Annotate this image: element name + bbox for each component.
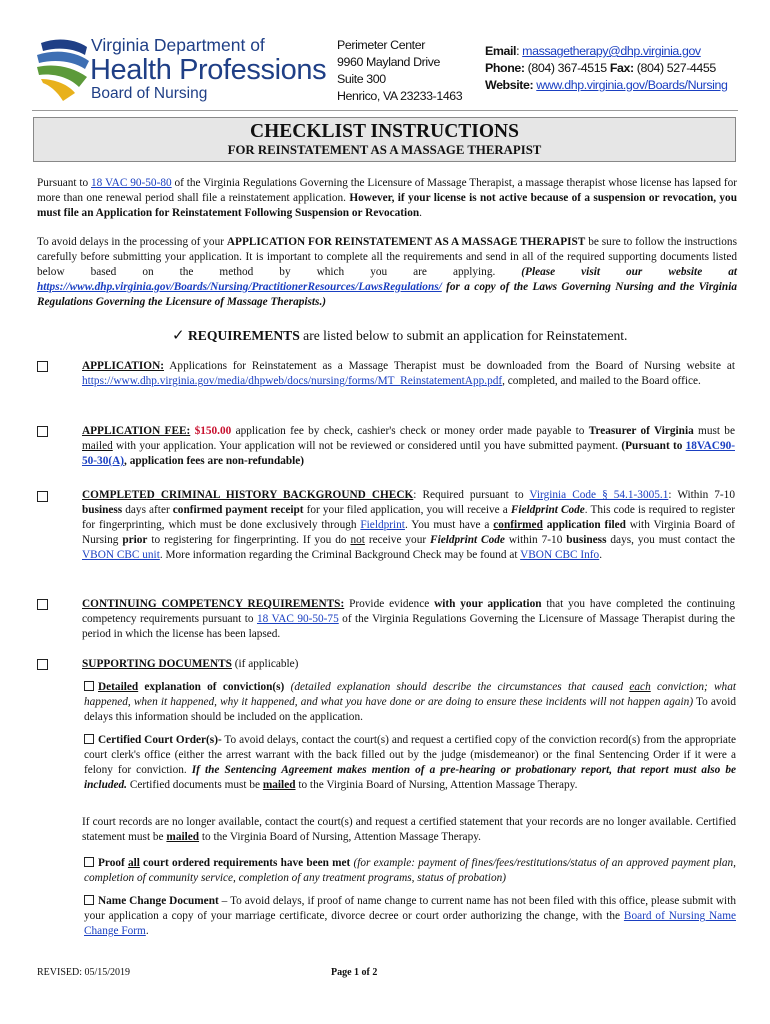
- text: be sure to follow the instructions carefully before submitting your application. It is important to complete all the requirements and send in all of the required supporting documents listed below based on the method by which you are applying.: [37, 236, 737, 278]
- text: days after: [122, 504, 173, 516]
- text: with your application: [112, 440, 214, 452]
- text: that you have completed the continuing competency requirements pursuant to: [82, 598, 735, 625]
- text: .: [145, 925, 149, 937]
- application-pdf-link[interactable]: https://www.dhp.virginia.gov/media/dhpweb/docs/nursing/forms/MT_ReinstatementApp.pdf: [82, 375, 503, 387]
- header-divider: [32, 110, 738, 111]
- name-change-form-link[interactable]: Board of Nursing Name Change Form: [84, 910, 736, 937]
- item-application: [82, 359, 735, 389]
- competency-regulation-link[interactable]: 18 VAC 90-50-75: [256, 613, 339, 625]
- text: to registering for fingerprinting. If you do: [147, 534, 351, 546]
- page-number: Page 1 of 2: [331, 967, 378, 978]
- fee-regulation-link[interactable]: 18VAC90-50-30(A): [82, 440, 735, 467]
- text: receive your: [364, 534, 431, 546]
- text-italic: (detailed explanation should describe the circumstances that caused: [284, 681, 630, 693]
- application-checkbox[interactable]: [37, 361, 48, 372]
- text: (if applicable): [231, 658, 299, 670]
- title-box: [33, 117, 736, 162]
- text-bold: APPLICATION FOR REINSTATEMENT AS A MASSAGE THERAPIST: [226, 236, 586, 248]
- text-italic-underline: each: [629, 681, 651, 693]
- text: Applications for Reinstatement as a Massage Therapist must be downloaded from the Board of Nursing website at: [164, 360, 735, 372]
- text-bold: (Pursuant to: [621, 440, 686, 452]
- detailed-explanation-checkbox[interactable]: [84, 681, 94, 691]
- text-bold-italic: (Please visit our website at: [521, 266, 737, 278]
- text-bold: REQUIREMENTS: [187, 328, 300, 343]
- email-row: Email: massagetherapy@dhp.virginia.gov: [485, 44, 701, 58]
- item-criminal-check: [82, 488, 735, 563]
- text-bold: Name Change Document: [98, 895, 219, 907]
- text-italic: conviction; what happened, when it happened, why it happened, and what you have done or are doing to ensure these incidents will not happen again): [84, 681, 736, 708]
- text: .: [599, 549, 603, 561]
- address-line: 9960 Mayland Drive: [337, 55, 440, 69]
- text: If court records are no longer available, contact the court(s) and request a certified statement that your records are no longer available. Certified statement must be: [82, 816, 736, 843]
- no-longer-available-note: [82, 815, 736, 845]
- requirements-heading: [172, 326, 627, 345]
- court-order-checkbox[interactable]: [84, 734, 94, 744]
- address-line: Suite 300: [337, 72, 386, 86]
- intro-paragraph-2: [37, 235, 737, 310]
- text: Pursuant to: [37, 177, 92, 189]
- text-bold: business: [566, 534, 607, 546]
- website-label: Website:: [485, 78, 534, 92]
- text-bold-underline: mailed: [262, 779, 296, 791]
- item-title: COMPLETED CRIMINAL HISTORY BACKGROUND CHECK: [82, 489, 414, 501]
- check-icon: ✓: [172, 326, 185, 344]
- address-block: [337, 37, 462, 105]
- text-bold: prior: [122, 534, 148, 546]
- text-bold: business: [82, 504, 123, 516]
- laws-regulations-link[interactable]: https://www.dhp.virginia.gov/Boards/Nursing/PractitionerResources/LawsRegulations/: [37, 281, 442, 293]
- intro-paragraph-1: [37, 176, 737, 221]
- item-title: SUPPORTING DOCUMENTS: [82, 658, 232, 670]
- text-bold: court ordered requirements have been met: [139, 857, 351, 869]
- contact-block: [485, 43, 728, 94]
- agency-logo: [33, 35, 338, 107]
- text: To avoid delays this information should be included on the application.: [84, 696, 736, 723]
- item-title: APPLICATION FEE:: [82, 425, 191, 437]
- text: Provide evidence: [344, 598, 435, 610]
- criminal-check-checkbox[interactable]: [37, 491, 48, 502]
- text: days, you must contact the: [606, 534, 735, 546]
- text-bold-underline: confirmed: [493, 519, 543, 531]
- phone-value: (804) 367-4515: [527, 61, 607, 75]
- text: within 7-10: [504, 534, 567, 546]
- vbon-cbc-info-link[interactable]: VBON CBC Info: [520, 549, 600, 561]
- text-bold: with your application: [434, 598, 542, 610]
- text: To avoid delays, contact the court(s) and request a certified copy of the conviction record(s) from the appropriate court clerk's office (either the arrest warrant with the back filled out by the judge (misdemeanor) or the final Sentencing Order if it were a felony for conviction.: [84, 734, 736, 776]
- virginia-code-link[interactable]: Virginia Code § 54.1-3005.1: [529, 489, 669, 501]
- text-bold-underline: mailed: [166, 831, 200, 843]
- text: . More information regarding the Criminal Background Check may be found at: [159, 549, 521, 561]
- text: .: [419, 207, 422, 219]
- name-change-checkbox[interactable]: [84, 895, 94, 905]
- text-bold: , application fees are non-refundable): [124, 455, 305, 467]
- text: : Required pursuant to: [413, 489, 530, 501]
- logo-line-2: Health Professions: [90, 54, 327, 86]
- text: To avoid delays in the processing of your: [37, 236, 227, 248]
- item-title: CONTINUING COMPETENCY REQUIREMENTS:: [82, 598, 345, 610]
- competency-checkbox[interactable]: [37, 599, 48, 610]
- text-bold-underline: Detailed: [98, 681, 139, 693]
- dhp-logo-icon: [33, 37, 91, 103]
- proof-requirements-checkbox[interactable]: [84, 857, 94, 867]
- website-link[interactable]: www.dhp.virginia.gov/Boards/Nursing: [536, 78, 728, 92]
- text: application fee by check, cashier's check or money order made payable to: [231, 425, 589, 437]
- text: to the Virginia Board of Nursing, Attention Massage Therapy.: [295, 779, 578, 791]
- text-underline: mailed: [82, 440, 113, 452]
- fee-amount: $150.00: [194, 425, 232, 437]
- fax-value: (804) 527-4455: [636, 61, 716, 75]
- text: for your filed application, you will receive a: [303, 504, 511, 516]
- text: must be: [693, 425, 735, 437]
- address-line: Perimeter Center: [337, 38, 425, 52]
- fee-checkbox[interactable]: [37, 426, 48, 437]
- address-line: Henrico, VA 23233-1463: [337, 89, 463, 103]
- email-label: Email: [485, 44, 517, 58]
- phone-label: Phone:: [485, 61, 525, 75]
- item-title: APPLICATION:: [82, 360, 165, 372]
- text: . This code is required to register for fingerprinting, which must be done exclusively through: [82, 504, 736, 531]
- text: – To avoid delays, if proof of name change to current name has not been filed with this office, please submit with your application a copy of your marriage certificate, divorce decree or court order authorizing the change, with the: [84, 895, 736, 922]
- item-fee: [82, 424, 735, 469]
- vbon-cbc-unit-link[interactable]: VBON CBC unit: [82, 549, 160, 561]
- logo-line-3: Board of Nursing: [91, 85, 208, 102]
- page-title: CHECKLIST INSTRUCTIONS: [250, 121, 519, 142]
- text-bold-underline: all: [127, 857, 140, 869]
- text-bold: Certified Court Order(s)-: [98, 734, 222, 746]
- text: with Virginia Board of Nursing: [82, 519, 735, 546]
- text-bold: However, if your license is not active because of a suspension or revocation, you must file an Application for Reinstatement Following Suspension or Revocation: [37, 192, 737, 219]
- page-subtitle: FOR REINSTATEMENT AS A MASSAGE THERAPIST: [227, 143, 542, 157]
- item-competency: [82, 597, 735, 642]
- sub-item-detailed-explanation: [84, 680, 736, 725]
- sub-item-proof-requirements: [84, 856, 736, 886]
- text-bold-italic: for a copy of the Laws Governing Nursing and the Virginia Regulations Governing the Licensure of Massage Therapists.): [37, 281, 737, 308]
- text-bold: explanation of conviction(s): [138, 681, 285, 693]
- text-bold: Proof: [98, 857, 128, 869]
- text: are listed below to submit an application for Reinstatement.: [299, 328, 628, 343]
- text-bold-italic: Fieldprint Code: [510, 504, 585, 516]
- text: , completed, and mailed to the Board office.: [502, 375, 701, 387]
- logo-line-1: Virginia Department of: [91, 35, 265, 55]
- email-link[interactable]: massagetherapy@dhp.virginia.gov: [522, 44, 701, 58]
- text: to the Virginia Board of Nursing, Attention Massage Therapy.: [199, 831, 481, 843]
- regulation-link[interactable]: 18 VAC 90-50-80: [91, 177, 172, 189]
- supporting-docs-checkbox[interactable]: [37, 659, 48, 670]
- text-bold-italic: If the Sentencing Agreement makes mention of a pre-hearing or probationary report, that report must also be included.: [84, 764, 737, 791]
- text-underline: not: [350, 534, 365, 546]
- fax-label: Fax:: [609, 61, 634, 75]
- text-bold: . Your application will not be reviewed or considered until you have submitted payment.: [213, 440, 622, 452]
- text-bold-italic: Fieldprint Code: [430, 534, 505, 546]
- text: of the Virginia Regulations Governing the Licensure of Massage Therapist, a massage therapist whose license has lapsed for more than one renewal period shall file a reinstatement application.: [37, 177, 737, 204]
- website-row: [485, 77, 728, 94]
- text: of the Virginia Regulations Governing the Licensure of Massage Therapist during the period in which the license has been lapsed.: [82, 613, 735, 640]
- phone-row: [485, 60, 728, 77]
- text-bold: Treasurer of Virginia: [588, 425, 694, 437]
- text: . You must have a: [404, 519, 494, 531]
- text-bold: confirmed payment receipt: [172, 504, 304, 516]
- text-bold: application filed: [546, 519, 626, 531]
- sub-item-name-change: [84, 894, 736, 939]
- revised-date: REVISED: 05/15/2019: [37, 967, 131, 978]
- text: Certified documents must be: [127, 779, 263, 791]
- text-italic: (for example: payment of fines/fees/restitutions/status of an approved payment plan, completion of community service, completion of any treatment programs, status of probation): [84, 857, 737, 884]
- item-supporting-docs: [82, 657, 735, 672]
- text: : Within 7-10: [668, 489, 735, 501]
- fieldprint-link[interactable]: Fieldprint: [360, 519, 405, 531]
- sub-item-court-order: [84, 733, 736, 793]
